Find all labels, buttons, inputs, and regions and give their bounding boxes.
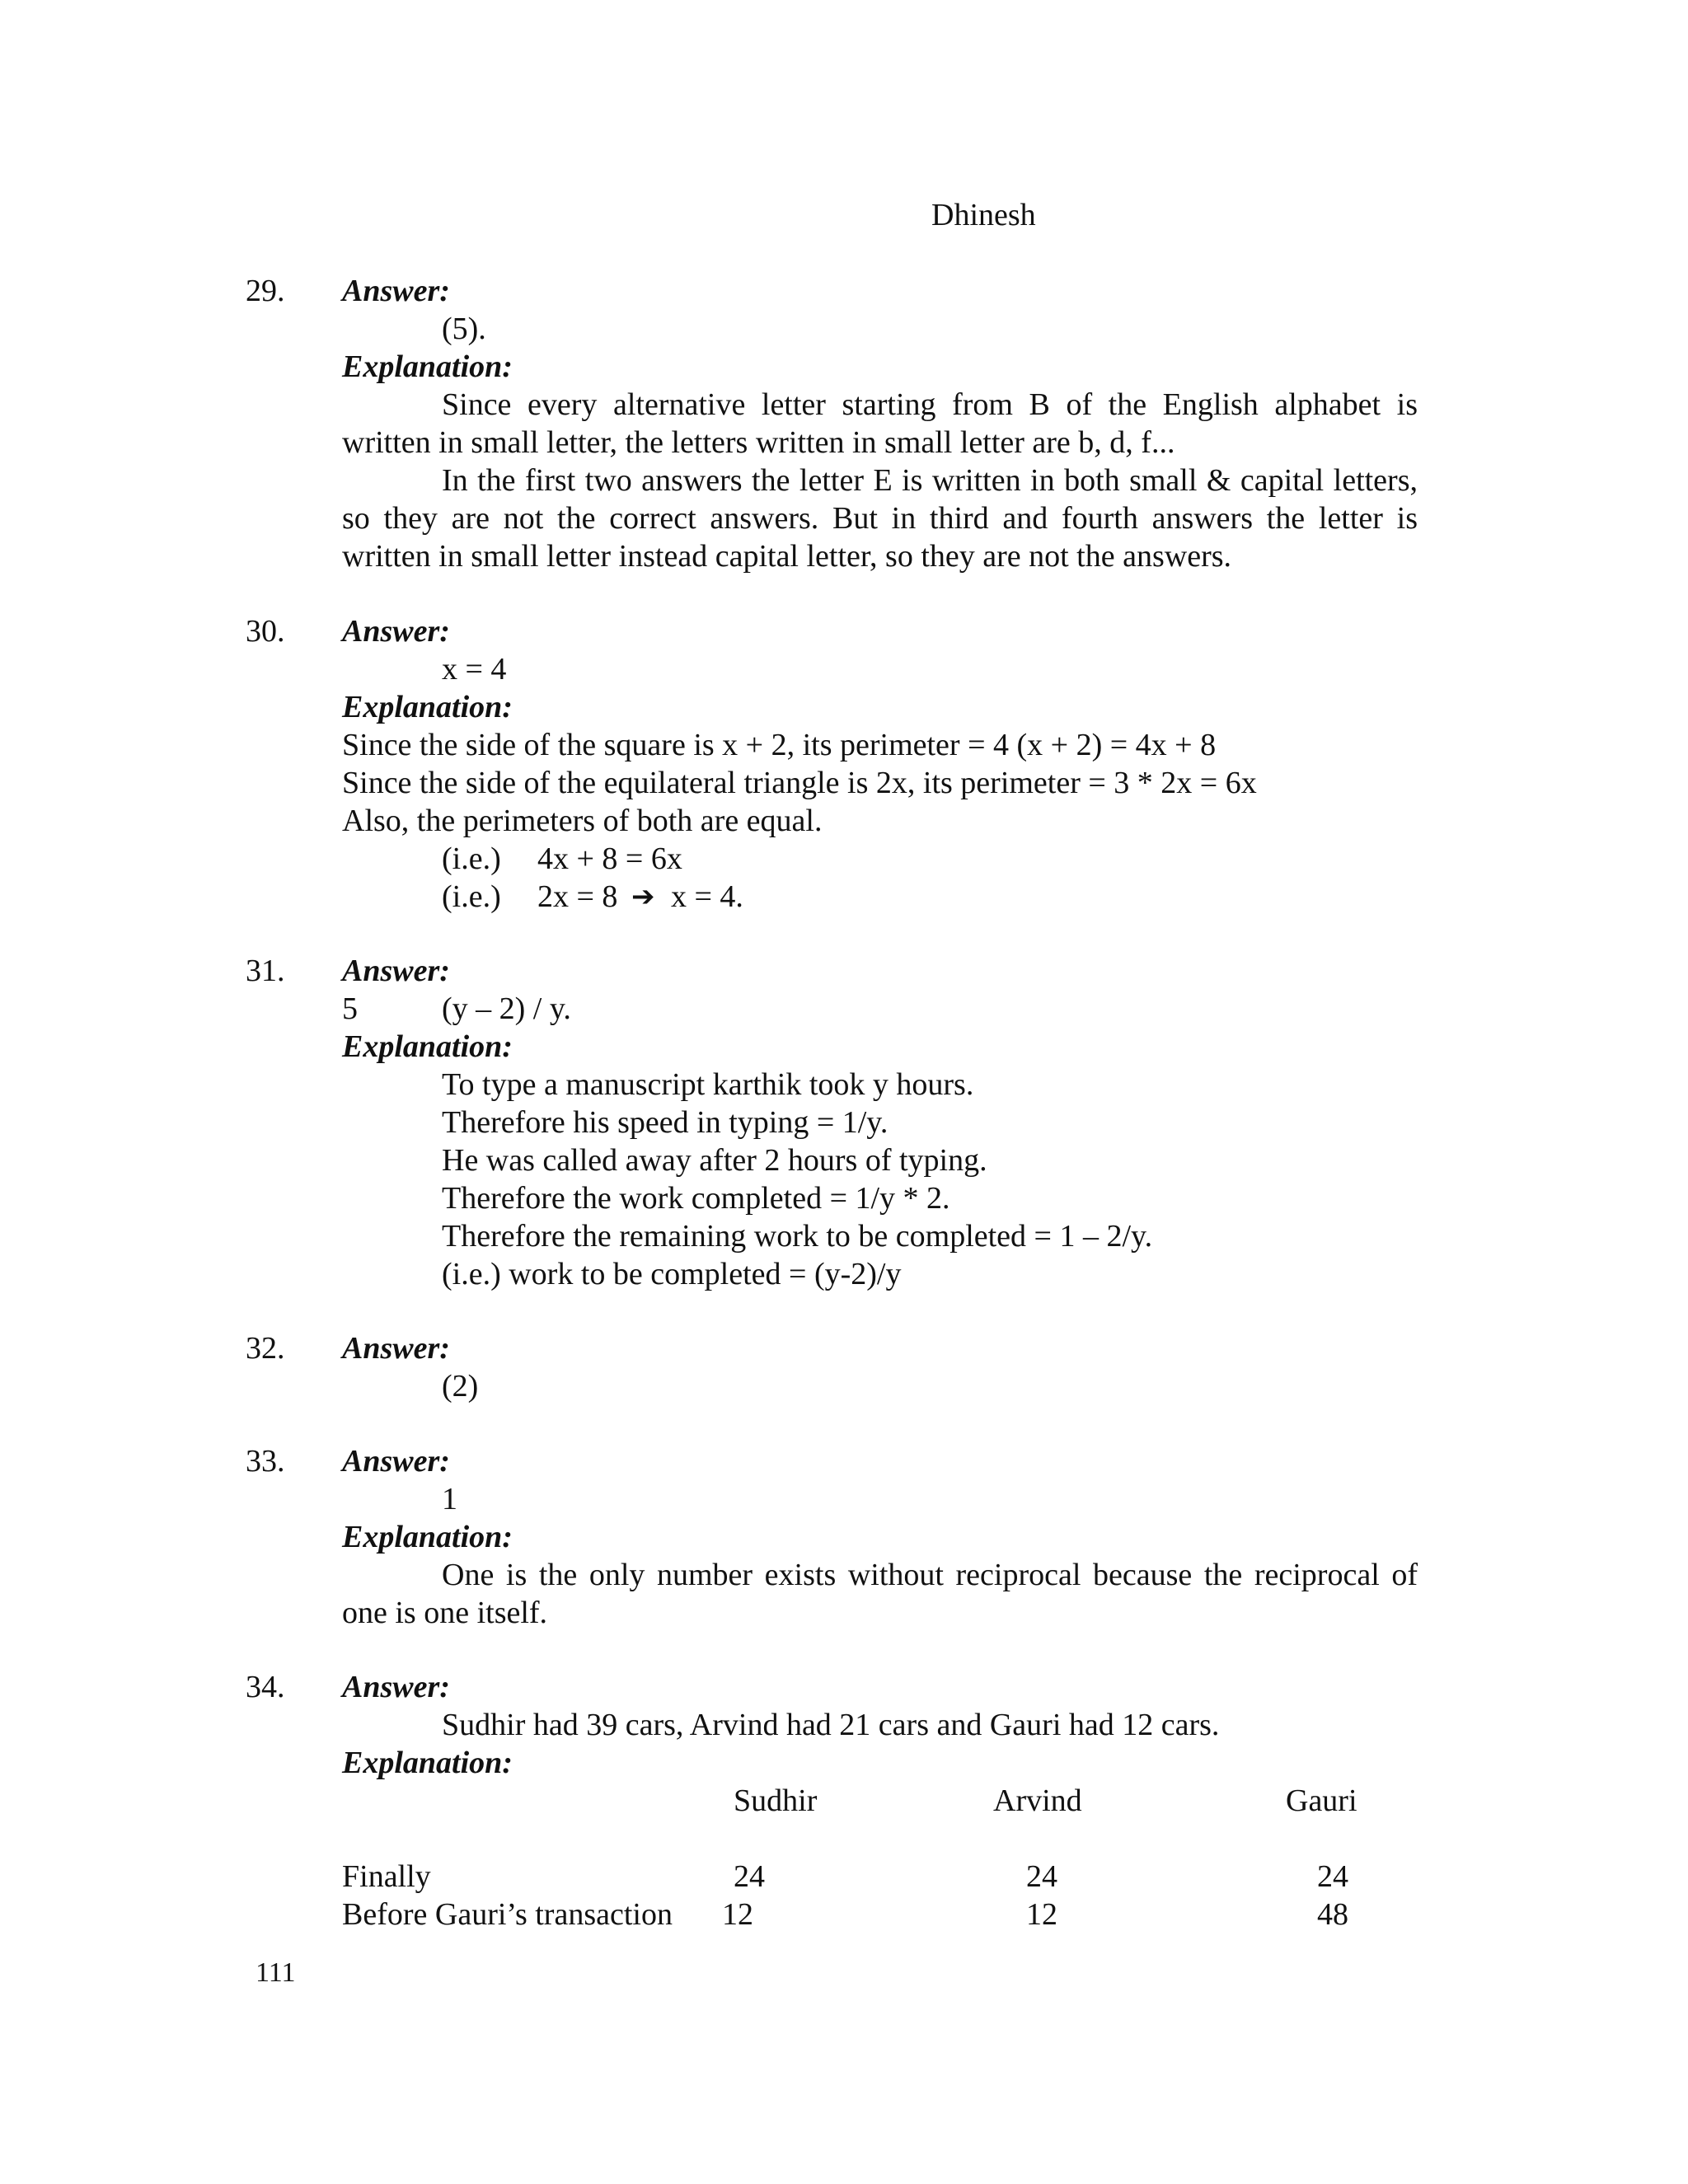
explanation-29-line-4: so they are not the correct answers. But in third and fourth answers the letter is — [342, 501, 1418, 536]
answer-option-number-31: 5 — [342, 991, 358, 1026]
explanation-31-line-5: Therefore the remaining work to be completed = 1 – 2/y. — [442, 1219, 1153, 1254]
ie-prefix-2: (i.e.) — [442, 879, 501, 914]
question-number-31: 31. — [246, 954, 285, 988]
explanation-label-30: Explanation: — [342, 690, 513, 724]
answer-value-29: (5). — [442, 312, 486, 346]
table-header-gauri: Gauri — [1286, 1783, 1357, 1818]
ie-prefix-1: (i.e.) — [442, 841, 501, 876]
explanation-30-line-2: Since the side of the equilateral triangle is 2x, its perimeter = 3 * 2x = 6x — [342, 766, 1257, 800]
answer-label-31: Answer: — [342, 954, 450, 988]
explanation-label-29: Explanation: — [342, 349, 513, 384]
table-cell: 48 — [1317, 1897, 1348, 1932]
question-number-34: 34. — [246, 1670, 285, 1704]
explanation-label-33: Explanation: — [342, 1520, 513, 1554]
explanation-31-line-4: Therefore the work completed = 1/y * 2. — [442, 1181, 950, 1216]
explanation-31-line-2: Therefore his speed in typing = 1/y. — [442, 1105, 889, 1140]
equation-2-left: 2x = 8 — [537, 879, 618, 914]
table-row-label: Finally — [342, 1859, 431, 1894]
table-row-label: Before Gauri’s transaction — [342, 1897, 673, 1932]
answer-value-31: (y – 2) / y. — [442, 991, 571, 1026]
answer-label-32: Answer: — [342, 1331, 450, 1366]
equation-2-right: x = 4. — [671, 879, 743, 914]
explanation-29-line-1: Since every alternative letter starting from B of the English alphabet is — [442, 387, 1418, 422]
explanation-31-line-3: He was called away after 2 hours of typing. — [442, 1143, 987, 1178]
table-cell: 24 — [1317, 1859, 1348, 1894]
explanation-29-line-5: written in small letter instead capital letter, so they are not the answers. — [342, 539, 1232, 574]
table-cell: 12 — [1026, 1897, 1057, 1932]
answer-value-30: x = 4 — [442, 652, 507, 687]
answer-label-33: Answer: — [342, 1444, 450, 1479]
explanation-31-line-1: To type a manuscript karthik took y hours. — [442, 1067, 974, 1102]
page-number: 111 — [256, 1957, 296, 1988]
answer-value-34: Sudhir had 39 cars, Arvind had 21 cars and Gauri had 12 cars. — [442, 1708, 1220, 1742]
question-number-32: 32. — [246, 1331, 285, 1366]
equation-1: 4x + 8 = 6x — [537, 841, 682, 876]
explanation-29-line-2: written in small letter, the letters written in small letter are b, d, f... — [342, 425, 1175, 460]
right-arrow-icon: ➔ — [631, 880, 655, 913]
question-number-33: 33. — [246, 1444, 285, 1479]
table-cell: 12 — [722, 1897, 753, 1932]
answer-value-32: (2) — [442, 1369, 479, 1404]
question-number-30: 30. — [246, 614, 285, 649]
answer-label-29: Answer: — [342, 274, 450, 308]
answer-label-30: Answer: — [342, 614, 450, 649]
explanation-33-line-2: one is one itself. — [342, 1596, 548, 1630]
explanation-31-line-6: (i.e.) work to be completed = (y-2)/y — [442, 1257, 902, 1291]
explanation-label-34: Explanation: — [342, 1746, 513, 1780]
table-cell: 24 — [734, 1859, 765, 1894]
explanation-label-31: Explanation: — [342, 1029, 513, 1064]
explanation-30-line-3: Also, the perimeters of both are equal. — [342, 804, 823, 838]
answer-label-34: Answer: — [342, 1670, 450, 1704]
table-cell: 24 — [1026, 1859, 1057, 1894]
question-number-29: 29. — [246, 274, 285, 308]
explanation-30-line-1: Since the side of the square is x + 2, its perimeter = 4 (x + 2) = 4x + 8 — [342, 728, 1217, 762]
explanation-29-line-3: In the first two answers the letter E is written in both small & capital letters, — [442, 463, 1418, 498]
explanation-33-line-1: One is the only number exists without reciprocal because the reciprocal of — [442, 1558, 1418, 1592]
table-header-sudhir: Sudhir — [734, 1783, 818, 1818]
table-header-arvind: Arvind — [993, 1783, 1082, 1818]
answer-value-33: 1 — [442, 1482, 457, 1516]
page-header-author: Dhinesh — [931, 198, 1036, 232]
